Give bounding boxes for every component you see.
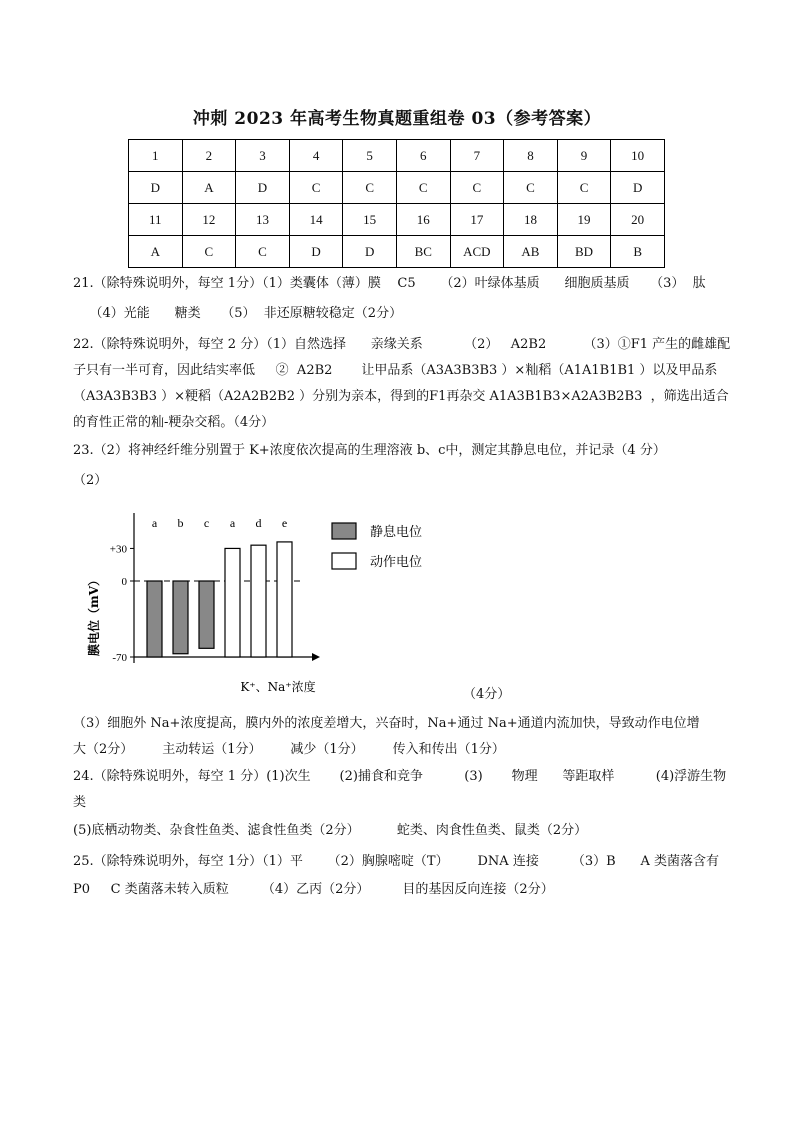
table-cell: 16 [396,204,450,236]
y-tick-label: -70 [112,652,127,664]
table-cell: B [611,236,665,268]
table-cell: A [129,236,183,268]
table-cell: BD [557,236,611,268]
table-cell: 5 [343,140,397,172]
resting-potential-bar [173,581,188,654]
table-cell: 20 [611,204,665,236]
legend-action-swatch [332,553,356,569]
category-label: e [281,516,288,530]
table-row [129,204,665,236]
table-cell: ACD [450,236,504,268]
category-label: d [255,516,262,530]
answer-line: （3）细胞外 Na+浓度提高，膜内外的浓度差增大，兴奋时，Na+通过 Na+通道内流加快，导致动作电位增 [73,716,700,731]
table-cell: D [343,236,397,268]
legend-label: 动作电位 [370,555,423,570]
table-cell: C [182,236,236,268]
chart-score: （4分） [463,687,511,702]
table-row [129,236,665,268]
y-tick-label: 0 [121,576,127,588]
resting-potential-bar [147,581,162,657]
table-row [129,140,665,172]
table-cell: 14 [289,204,343,236]
answer-line: 的育性正常的籼-粳杂交稻。（4分） [73,415,275,430]
table-cell: C [504,172,558,204]
table-cell: 11 [129,204,183,236]
answer-line: 子只有一半可育，因此结实率低 ② A2B2 让甲品系（A3A3B3B3 ）×籼稻（A1A1B1B1 ）以及甲品系 [73,363,718,378]
category-label: b [177,516,184,530]
table-cell: 3 [236,140,290,172]
category-label: c [203,516,210,530]
table-cell: C [343,172,397,204]
table-cell: BC [396,236,450,268]
answer-line: 25.（除特殊说明外，每空 1分）（1）平 （2）胸腺嘧啶（T） DNA 连接 （3）B A 类菌落含有 [73,854,720,869]
table-row [129,172,665,204]
table-cell: 12 [182,204,236,236]
table-cell: C [396,172,450,204]
table-cell: 2 [182,140,236,172]
answer-line: （4）光能 糖类 （5） 非还原糖较稳定（2分） [73,306,403,321]
answer-line: 23.（2）将神经纤维分别置于 K+浓度依次提高的生理溶液 b、c中，测定其静息电位，并记录（4 分） [73,443,666,458]
legend-resting-swatch [332,523,356,539]
table-cell: 4 [289,140,343,172]
table-cell: 18 [504,204,558,236]
x-axis-label: K⁺、Na⁺浓度 [240,680,316,694]
table-cell: C [557,172,611,204]
table-cell: C [450,172,504,204]
table-cell: 1 [129,140,183,172]
table-cell: 8 [504,140,558,172]
answer-line: 21.（除特殊说明外，每空 1分）（1）类囊体（薄）膜 C5 （2）叶绿体基质 细胞质基质 （3） 肽 [73,276,706,291]
legend-label: 静息电位 [370,525,423,540]
table-cell: 7 [450,140,504,172]
table-cell: 10 [611,140,665,172]
membrane-potential-chart [82,505,442,700]
answer-line: （A3A3B3B3 ）×粳稻（A2A2B2B2 ）分别为亲本，得到的F1再杂交 A1A3B1B3×A2A3B2B3 ，筛选出适合 [73,389,729,404]
table-cell: 15 [343,204,397,236]
action-potential-bar [251,545,266,657]
table-cell: D [611,172,665,204]
page-title: 冲刺 2023 年高考生物真题重组卷 03（参考答案） [192,109,602,129]
x-axis-arrow [312,653,320,661]
answer-line: P0 C 类菌落未转入质粒 （4）乙丙（2分） 目的基因反向连接（2分） [73,882,554,897]
table-cell: 19 [557,204,611,236]
y-tick-label: +30 [109,543,127,556]
table-cell: C [289,172,343,204]
table-cell: C [236,236,290,268]
answer-line: 22.（除特殊说明外，每空 2 分）（1）自然选择 亲缘关系 （2） A2B2 （3）①F1 产生的雌雄配 [73,337,731,352]
answer-line: 24.（除特殊说明外，每空 1 分）(1)次生 (2)捕食和竞争 (3) 物理 等距取样 (4)浮游生物 [73,769,727,784]
category-label: a [229,516,236,530]
resting-potential-bar [199,581,214,648]
answer-line: (5)底栖动物类、杂食性鱼类、滤食性鱼类（2分） 蛇类、肉食性鱼类、鼠类（2分） [73,823,588,838]
answer-line: 大（2分） 主动转运（1分） 减少（1分） 传入和传出（1分） [73,742,505,757]
table-cell: D [289,236,343,268]
table-cell: A [182,172,236,204]
table-cell: D [236,172,290,204]
chart-svg [82,505,442,700]
answer-table [128,139,665,268]
answer-line: 类 [73,795,87,810]
table-cell: 9 [557,140,611,172]
category-label: a [151,516,158,530]
answer-line: （2） [73,473,108,488]
table-cell: AB [504,236,558,268]
table-cell: 17 [450,204,504,236]
table-cell: D [129,172,183,204]
action-potential-bar [225,548,240,657]
action-potential-bar [277,542,292,657]
y-axis-label: 膜电位（mV） [87,573,101,657]
table-cell: 13 [236,204,290,236]
table-cell: 6 [396,140,450,172]
